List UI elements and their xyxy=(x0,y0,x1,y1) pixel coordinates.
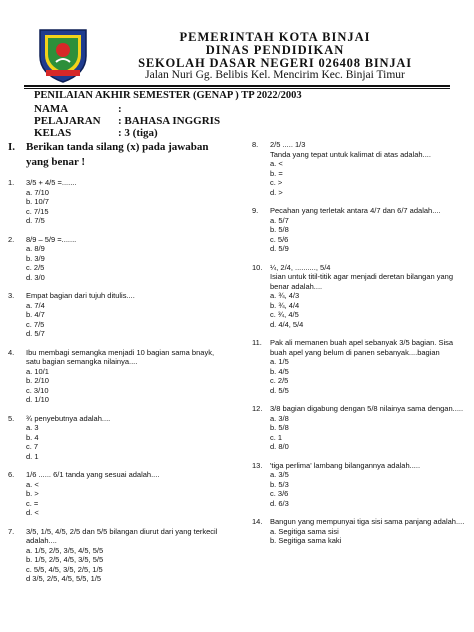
answer-option[interactable]: d. 5/7 xyxy=(26,329,45,338)
question-item xyxy=(252,263,468,330)
answer-option[interactable]: b. 3/9 xyxy=(26,253,45,263)
question-item xyxy=(252,206,468,254)
city-logo xyxy=(36,26,90,84)
question-text: 3/8 bagian digabung dengan 5/8 nilainya sama dengan..... xyxy=(270,404,464,413)
question-text: Ibu membagi semangka menjadi 10 bagian sama bnayk, satu bagian semangka nilainya.... xyxy=(26,347,215,366)
question-number: 7. xyxy=(8,526,15,536)
answer-option[interactable]: d. 5/5 xyxy=(270,385,289,395)
answer-option[interactable]: a. 1/5 xyxy=(270,357,289,366)
question-item xyxy=(252,461,468,509)
question-number: 14. xyxy=(252,517,263,526)
answer-option[interactable]: c. 5/6 xyxy=(270,234,289,244)
answer-option[interactable]: a. ¾, 4/3 xyxy=(270,291,300,300)
info-label: PELAJARAN xyxy=(34,115,101,127)
answer-option[interactable]: a. 7/4 xyxy=(26,300,45,310)
question-text: ¾ penyebutnya adalah.... xyxy=(26,413,111,423)
answer-option[interactable]: b. 4/7 xyxy=(26,310,45,319)
answer-option[interactable]: d. < xyxy=(26,508,39,517)
question-item xyxy=(252,404,468,452)
right-column xyxy=(252,140,468,555)
answer-option[interactable]: b. 1/5, 2/5, 4/5, 3/5, 5/5 xyxy=(26,555,104,564)
answer-option[interactable]: a. 10/1 xyxy=(26,366,49,376)
answer-option[interactable]: c. 3/6 xyxy=(270,489,289,498)
answer-option[interactable]: a. 1/5, 2/5, 3/5, 4/5, 5/5 xyxy=(26,545,104,555)
info-value: : BAHASA INGGRIS xyxy=(118,115,221,127)
answer-option[interactable]: b. Segitiga sama kaki xyxy=(270,536,342,545)
header-divider-thin xyxy=(24,88,450,89)
info-value: : 3 (tiga) xyxy=(118,127,158,139)
question-number: 5. xyxy=(8,413,15,423)
answer-option[interactable]: a. < xyxy=(270,159,283,168)
question-number: 10. xyxy=(252,262,263,272)
header-divider xyxy=(24,85,450,87)
answer-option[interactable]: c. > xyxy=(270,178,283,187)
answer-option[interactable]: d. 1/10 xyxy=(26,395,49,404)
question-item xyxy=(8,348,230,405)
question-text: 1/6 ...... 6/1 tanda yang sesuai adalah.... xyxy=(26,470,160,479)
question-text: 2/5 ..... 1/3 xyxy=(270,140,306,149)
answer-option[interactable]: c. 1 xyxy=(270,432,283,442)
school-name: SEKOLAH DASAR NEGERI 026408 BINJAI xyxy=(138,56,412,70)
question-item xyxy=(8,291,230,339)
answer-option[interactable]: c. 3/10 xyxy=(26,385,49,395)
question-number: 11. xyxy=(252,338,262,347)
section-number: I. xyxy=(8,141,16,153)
question-text: 8/9 – 5/9 =....... xyxy=(26,234,77,244)
info-row-subject xyxy=(34,115,220,127)
answer-option[interactable]: c. 5/5, 4/5, 3/5, 2/5, 1/5 xyxy=(26,564,103,574)
government-name: PEMERINTAH KOTA BINJAI xyxy=(179,30,371,44)
question-number: 1. xyxy=(8,178,15,187)
question-item xyxy=(8,470,230,518)
answer-option[interactable]: c. 7/5 xyxy=(26,319,45,329)
answer-option[interactable]: c. 2/5 xyxy=(270,376,289,385)
question-text: Bangun yang mempunyai tiga sisi sama panjang adalah.... xyxy=(270,517,465,526)
answer-option[interactable]: a. < xyxy=(26,479,39,489)
answer-option[interactable]: a. 3/8 xyxy=(270,413,289,423)
answer-option[interactable]: d. 1 xyxy=(26,451,39,461)
answer-option[interactable]: b. 5/3 xyxy=(270,479,289,489)
question-text: Pak ali memanen buah apel sebanyak 3/5 bagian. Sisa buah apel yang belum di panen sebanyak....bagian xyxy=(270,338,454,357)
answer-option[interactable]: b. 5/8 xyxy=(270,423,289,432)
answer-option[interactable]: d. 7/5 xyxy=(26,216,45,225)
answer-option[interactable]: b. > xyxy=(26,489,39,498)
answer-option[interactable]: a. 8/9 xyxy=(26,244,45,253)
question-item xyxy=(8,178,230,226)
answer-option[interactable]: b. 4/5 xyxy=(270,366,289,376)
question-number: 13. xyxy=(252,460,263,470)
question-number: 12. xyxy=(252,404,263,413)
answer-option[interactable]: b. 2/10 xyxy=(26,376,49,385)
question-item xyxy=(252,338,468,395)
answer-option[interactable]: d. 3/0 xyxy=(26,272,45,282)
answer-option[interactable]: d. 5/9 xyxy=(270,244,289,253)
answer-option[interactable]: c. 7/15 xyxy=(26,206,49,216)
info-row-name xyxy=(34,103,122,115)
question-text: Isian untuk titil-titik agar menjadi deretan bilangan yang benar adalah.... xyxy=(270,272,454,291)
info-label: NAMA xyxy=(34,103,69,115)
info-label: KELAS xyxy=(34,127,72,139)
question-text: 3/5, 1/5, 4/5, 2/5 dan 5/5 bilangan diurut dari yang terkecil adalah.... xyxy=(26,526,218,545)
info-row-class xyxy=(34,127,158,139)
question-number: 6. xyxy=(8,470,15,479)
question-text: Pecahan yang terletak antara 4/7 dan 6/7 adalah.... xyxy=(270,206,441,215)
department-name: DINAS PENDIDIKAN xyxy=(205,43,345,57)
info-value: : xyxy=(118,103,122,115)
answer-option[interactable]: c. = xyxy=(26,498,39,508)
answer-option[interactable]: b. 4 xyxy=(26,432,39,442)
answer-option[interactable]: b. ¾, 4/4 xyxy=(270,300,300,310)
question-item xyxy=(8,527,230,584)
answer-option[interactable]: c. 2/5 xyxy=(26,263,45,272)
answer-option[interactable]: b. 10/7 xyxy=(26,197,49,206)
left-column xyxy=(8,140,230,593)
right-question-list xyxy=(252,140,468,546)
answer-option[interactable]: d. > xyxy=(270,187,283,197)
answer-option[interactable]: a. 7/10 xyxy=(26,187,49,197)
question-item xyxy=(252,140,468,197)
section-text: Berikan tanda silang (x) pada jawaban yang benar ! xyxy=(26,141,209,168)
question-item xyxy=(8,414,230,462)
answer-option[interactable]: d 3/5, 2/5, 4/5, 5/5, 1/5 xyxy=(26,574,102,583)
question-number: 4. xyxy=(8,347,15,357)
question-text: ¼, 2/4, .........., 5/4 xyxy=(270,262,331,272)
exam-title: PENILAIAN AKHIR SEMESTER (GENAP ) TP 2022/2003 xyxy=(34,90,302,101)
question-text: Empat bagian dari tujuh ditulis.... xyxy=(26,291,135,300)
answer-option[interactable]: d. 4/4, 5/4 xyxy=(270,319,304,329)
question-number: 9. xyxy=(252,206,259,215)
answer-option[interactable]: c. 7 xyxy=(26,442,39,451)
question-number: 3. xyxy=(8,291,15,300)
question-item xyxy=(252,517,468,546)
question-text: 'tiga perlima' lambang bilangannya adalah..... xyxy=(270,460,421,470)
answer-option[interactable]: b. = xyxy=(270,168,283,178)
answer-option[interactable]: a. 3/5 xyxy=(270,470,289,479)
school-address: Jalan Nuri Gg. Belibis Kel. Mencirim Kec. Binjai Timur xyxy=(145,69,405,81)
answer-option[interactable]: d. 6/3 xyxy=(270,498,289,508)
answer-option[interactable]: a. 5/7 xyxy=(270,215,289,225)
answer-option[interactable]: d. 8/0 xyxy=(270,442,289,451)
left-question-list xyxy=(8,178,230,584)
question-text: Tanda yang tepat untuk kalimat di atas adalah.... xyxy=(270,149,431,159)
answer-option[interactable]: b. 5/8 xyxy=(270,225,289,234)
answer-option[interactable]: a. Segitiga sama sisi xyxy=(270,526,339,536)
question-number: 2. xyxy=(8,234,15,244)
section-instruction xyxy=(8,140,230,170)
answer-option[interactable]: a. 3 xyxy=(26,423,39,432)
question-text: 3/5 + 4/5 =....... xyxy=(26,178,77,187)
question-item xyxy=(8,235,230,283)
answer-option[interactable]: c. ¾, 4/5 xyxy=(270,310,299,319)
question-number: 8. xyxy=(252,140,259,149)
